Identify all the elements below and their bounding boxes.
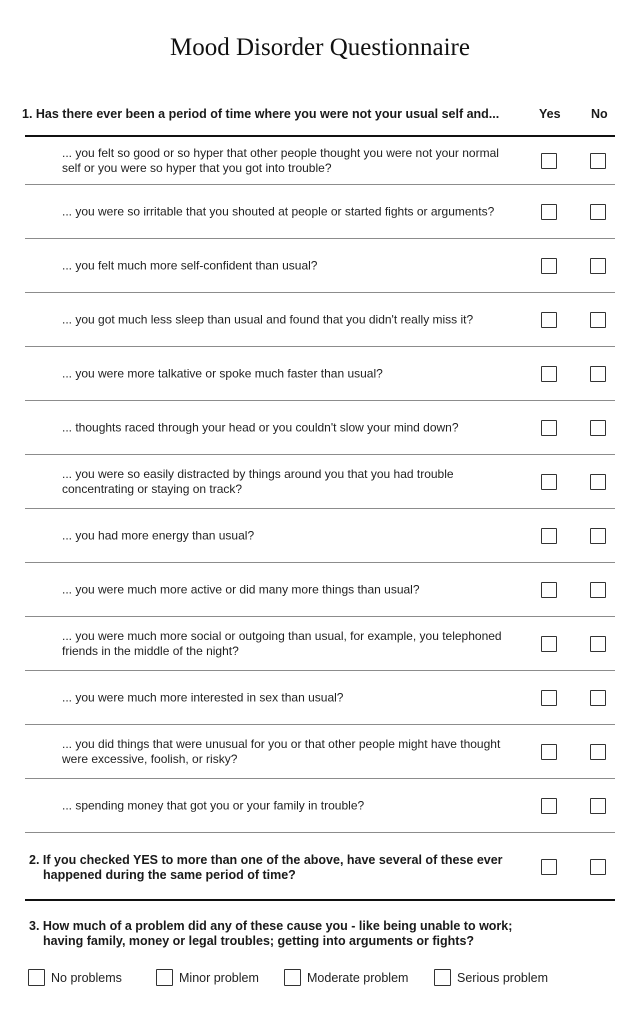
no-checkbox[interactable]	[590, 153, 606, 169]
question-row-text: ... you were much more interested in sex than usual?	[62, 690, 344, 704]
yes-checkbox[interactable]	[541, 636, 557, 652]
option-checkbox[interactable]	[156, 969, 173, 986]
no-checkbox[interactable]	[590, 528, 606, 544]
question-row-text: ... spending money that got you or your family in trouble?	[62, 798, 365, 812]
option-serious-problem[interactable]	[434, 969, 548, 987]
yes-checkbox[interactable]	[541, 258, 557, 274]
no-checkbox[interactable]	[590, 420, 606, 436]
option-label: Serious problem	[457, 970, 549, 985]
yes-checkbox[interactable]	[541, 312, 557, 328]
question-row	[25, 563, 615, 617]
question-2	[25, 837, 615, 899]
problem-severity-options	[28, 969, 618, 989]
yes-checkbox[interactable]	[541, 744, 557, 760]
no-checkbox[interactable]	[590, 366, 606, 382]
question-row	[25, 185, 615, 239]
yes-checkbox[interactable]	[541, 420, 557, 436]
no-checkbox[interactable]	[590, 798, 606, 814]
yes-checkbox[interactable]	[541, 153, 557, 169]
option-label: Minor problem	[179, 970, 259, 985]
question-row-text: ... you were much more social or outgoing than usual, for example, you telephoned friends in the middle of the night?	[62, 628, 502, 658]
question-1-text: 1. Has there ever been a period of time where you were not your usual self and...	[22, 107, 500, 121]
no-checkbox[interactable]	[590, 258, 606, 274]
question-row	[25, 347, 615, 401]
option-checkbox[interactable]	[28, 969, 45, 986]
question-row-text: ... you felt much more self-confident than usual?	[62, 258, 318, 272]
yes-checkbox[interactable]	[541, 366, 557, 382]
question-row-text: ... you felt so good or so hyper that other people thought you were not your normal self or you were so hyper that you got into trouble?	[62, 145, 499, 175]
no-checkbox[interactable]	[590, 474, 606, 490]
question-row-text: ... you had more energy than usual?	[62, 528, 255, 542]
question-row	[25, 725, 615, 779]
question-row-text: ... you were more talkative or spoke much faster than usual?	[62, 366, 383, 380]
question-row	[25, 293, 615, 347]
question-2-divider	[25, 899, 615, 901]
question-row	[25, 239, 615, 293]
no-checkbox[interactable]	[590, 690, 606, 706]
yes-checkbox[interactable]	[541, 528, 557, 544]
question-row-text: ... you were so easily distracted by things around you that you had trouble concentrating or staying on track?	[62, 466, 454, 496]
option-label: Moderate problem	[307, 970, 409, 985]
option-minor-problem[interactable]	[156, 969, 259, 987]
yes-checkbox[interactable]	[541, 798, 557, 814]
yes-checkbox[interactable]	[541, 204, 557, 220]
question-2-text: 2. If you checked YES to more than one of the above, have several of these ever happened during the same period of time?	[29, 853, 503, 882]
yes-column-header: Yes	[539, 107, 561, 121]
option-checkbox[interactable]	[284, 969, 301, 986]
option-no-problems[interactable]	[28, 969, 122, 987]
question-row	[25, 401, 615, 455]
no-checkbox[interactable]	[590, 582, 606, 598]
question-row	[25, 617, 615, 671]
yes-checkbox[interactable]	[541, 859, 557, 875]
question-row-text: ... thoughts raced through your head or you couldn't slow your mind down?	[62, 420, 459, 434]
question-3-text: 3. How much of a problem did any of these cause you - like being unable to work; having family, money or legal troubles; getting into arguments or fights?	[29, 919, 513, 948]
yes-checkbox[interactable]	[541, 474, 557, 490]
question-row	[25, 455, 615, 509]
question-1-items	[25, 137, 615, 833]
yes-checkbox[interactable]	[541, 690, 557, 706]
no-checkbox[interactable]	[590, 636, 606, 652]
no-column-header: No	[591, 107, 608, 121]
yes-checkbox[interactable]	[541, 582, 557, 598]
question-1-header	[22, 100, 622, 128]
question-row	[25, 671, 615, 725]
question-row	[25, 137, 615, 185]
question-row	[25, 779, 615, 833]
question-row-text: ... you were so irritable that you shouted at people or started fights or arguments?	[62, 204, 495, 218]
no-checkbox[interactable]	[590, 859, 606, 875]
question-row-text: ... you got much less sleep than usual and found that you didn't really miss it?	[62, 312, 474, 326]
question-row-text: ... you did things that were unusual for you or that other people might have thought were excessive, foolish, or risky?	[62, 736, 501, 766]
option-moderate-problem[interactable]	[284, 969, 408, 987]
question-row	[25, 509, 615, 563]
option-checkbox[interactable]	[434, 969, 451, 986]
question-row-text: ... you were much more active or did many more things than usual?	[62, 582, 420, 596]
no-checkbox[interactable]	[590, 312, 606, 328]
option-label: No problems	[51, 970, 122, 985]
no-checkbox[interactable]	[590, 204, 606, 220]
no-checkbox[interactable]	[590, 744, 606, 760]
page-title: Mood Disorder Questionnaire	[170, 34, 470, 61]
